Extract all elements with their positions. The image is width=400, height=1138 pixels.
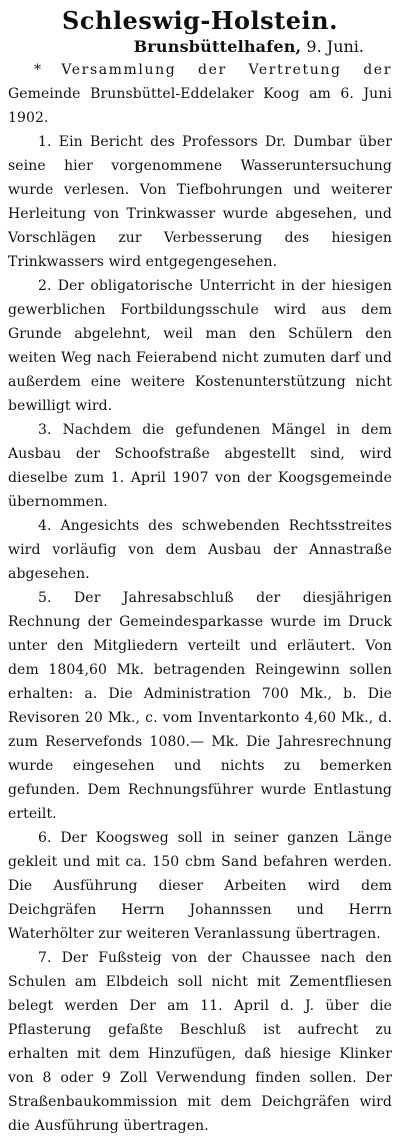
item-paragraph: 1. Ein Bericht des Professors Dr. Dumbar über seine hier vorgenommene Wasseruntersuchung wurde verlesen. Von Tiefbohrungen und weiterer Herleitung von Trinkwasser wurde abgesehen, und Vorschlägen zur Verbesserung des hiesigen Trinkwassers wird entgegengesehen. xyxy=(8,134,392,270)
item-paragraph: 3. Nachdem die gefundenen Mängel in dem Ausbau der Schoofstraße abgestellt sind, wird dieselbe zum 1. April 1907 von der Koogsgemeinde übernommen. xyxy=(8,422,392,510)
item-paragraph: 4. Angesichts des schwebenden Rechtsstreites wird vorläufig von dem Ausbau der Annastraße abgesehen. xyxy=(8,518,392,582)
lead-marker: * xyxy=(34,62,42,78)
item-paragraph: 2. Der obligatorische Unterricht in der hiesigen gewerblichen Fortbildungsschule wird aus dem Grunde abgelehnt, weil man den Schülern den weiten Weg nach Feierabend nicht zumuten darf und außerdem eine weitere Kostenunterstützung nicht bewilligt wird. xyxy=(8,278,392,414)
item-paragraph: 7. Der Fußsteig von der Chaussee nach den Schulen am Elbdeich soll nicht mit Zementfliesen belegt werden Der am 11. April d. J. über die Pflasterung gefaßte Beschluß ist aufrecht zu erhalten mit dem Hinzufügen, daß hiesige Klinker von 8 oder 9 Zoll Verwendung finden sollen. Der Straßenbaukommission mit dem Deichgräfen wird die Ausführung übertragen. xyxy=(8,950,392,1134)
dateline xyxy=(8,36,392,58)
dateline-date: 9. Juni. xyxy=(306,37,364,56)
lead-title: Versammlung der Vertretung der xyxy=(61,62,392,78)
item-paragraph: 6. Der Koogsweg soll in seiner ganzen Länge gekleit und mit ca. 150 cbm Sand befahren werden. Die Ausführung dieser Arbeiten wird dem Deichgräfen Herrn Johannssen und Herrn Waterhölter zur weiteren Veranlassung übertragen. xyxy=(8,830,392,942)
lead-paragraph xyxy=(8,58,392,130)
lead-rest: Gemeinde Brunsbüttel-Eddelaker Koog am 6. Juni 1902. xyxy=(8,86,392,126)
dateline-place: Brunsbüttelhafen, xyxy=(133,37,302,56)
item-paragraph: 5. Der Jahresabschluß der diesjährigen Rechnung der Gemeindesparkasse wurde im Druck unter den Mitgliedern verteilt und erläutert. Von dem 1804,60 Mk. betragenden Reingewinn sollen erhalten: a. Die Administration 700 Mk., b. Die Revisoren 20 Mk., c. vom Inventarkonto 4,60 Mk., d. zum Reservefonds 1080.— Mk. Die Jahresrechnung wurde eingesehen und nichts zu bemerken gefunden. Dem Rechnungsführer wurde Entlastung erteilt. xyxy=(8,590,392,822)
section-heading: Schleswig-Holstein. xyxy=(62,6,338,35)
